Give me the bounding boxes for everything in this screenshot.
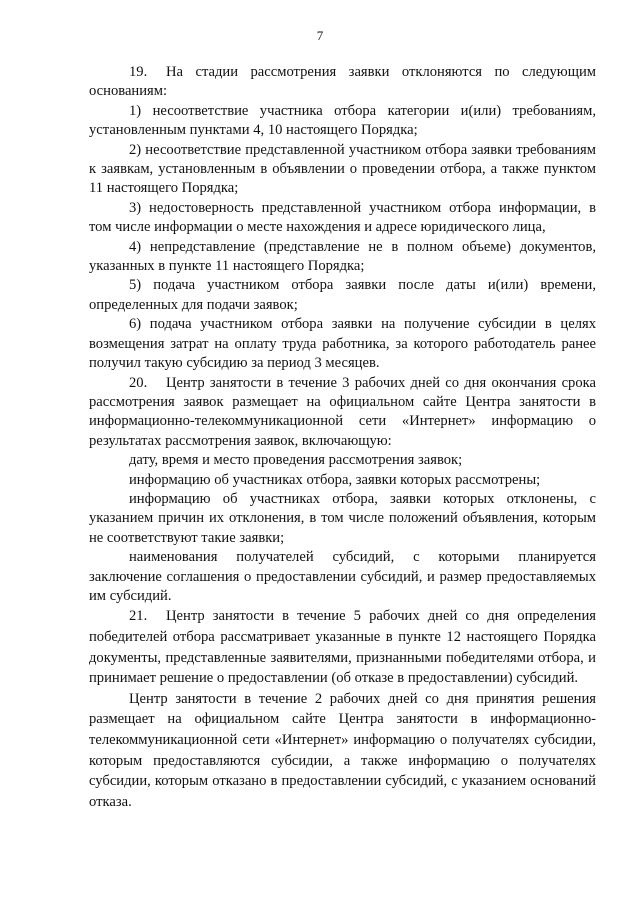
paragraph-text: информацию об участниках отбора, заявки которых рассмотрены; xyxy=(129,471,541,488)
list-item-6 xyxy=(89,315,596,373)
paragraph-text: Центр занятости в течение 5 рабочих дней со дня определения победителей отбора рассматривает указанные в пункте 12 настоящего Порядка документы, представленные заявителями, признанными победителями отбора, и принимает решение о предоставлении (об отказе в предоставлении) субсидий. xyxy=(89,608,596,687)
document-body xyxy=(89,63,596,812)
paragraph-text: Центр занятости в течение 2 рабочих дней со дня принятия решения размещает на официальном сайте Центра занятости в информационно-телекоммуникационной сети «Интернет» информацию о получателях субсидии, которым предоставляются субсидии, а также информацию о получателях субсидии, которым отказано в предоставлении субсидий, с указанием оснований отказа. xyxy=(89,690,596,810)
paragraph-text: 4) непредставление (представление не в полном объеме) документов, указанных в пункте 11 настоящего Порядка; xyxy=(89,238,596,275)
paragraph-text: 5) подача участником отбора заявки после даты и(или) времени, определенных для подачи заявок; xyxy=(89,277,596,313)
paragraph-text: На стадии рассмотрения заявки отклоняются по следующим основаниям: xyxy=(89,64,596,100)
paragraph-text: дату, время и место проведения рассмотрения заявок; xyxy=(129,452,463,469)
page-number: 7 xyxy=(316,28,324,43)
paragraph-19 xyxy=(89,63,596,102)
paragraph-text: 1) несоответствие участника отбора категории и(или) требованиям, установленным пунктами 4, 10 настоящего Порядка; xyxy=(89,102,596,139)
paragraph-number: 21. xyxy=(129,608,148,625)
paragraph-text: наименования получателей субсидий, с которыми планируется заключение соглашения о предоставлении субсидий, и размер предоставляемых им субсидий. xyxy=(89,549,596,604)
list-item-recipients xyxy=(89,548,596,606)
list-item-5 xyxy=(89,276,596,315)
paragraph-21 xyxy=(89,606,596,688)
list-item-3 xyxy=(89,199,596,238)
paragraph-20 xyxy=(89,374,596,452)
list-item-rejected xyxy=(89,490,596,548)
paragraph-text: 6) подача участником отбора заявки на получение субсидии в целях возмещения затрат на оплату труда работника, за которого работодатель ранее получил такую субсидию за период 3 месяцев. xyxy=(89,316,596,372)
paragraph-text: 3) недостоверность представленной участником отбора информации, в том числе информации о месте нахождения и адресе юридического лица, xyxy=(89,199,596,236)
paragraph-text: Центр занятости в течение 3 рабочих дней со дня окончания срока рассмотрения заявок размещает на официальном сайте Центра занятости в информационно-телекоммуникационной сети «Интернет» информацию о результатах рассмотрения заявок, включающую: xyxy=(89,374,596,449)
list-item-2 xyxy=(89,141,596,199)
paragraph-number: 19. xyxy=(129,64,148,80)
list-item-date xyxy=(89,451,596,470)
paragraph-text: 2) несоответствие представленной участником отбора заявки требованиям к заявкам, установленным в объявлении о проведении отбора, а также пунктом 11 настоящего Порядка; xyxy=(89,141,596,197)
paragraph-text: информацию об участниках отбора, заявки которых отклонены, с указанием причин их отклонения, в том числе положений объявления, которым не соответствуют такие заявки; xyxy=(89,490,596,546)
list-item-reviewed xyxy=(89,471,596,490)
list-item-1 xyxy=(89,102,596,141)
paragraph-number: 20. xyxy=(129,374,148,391)
list-item-4 xyxy=(89,238,596,277)
paragraph-21-continuation xyxy=(89,689,596,813)
